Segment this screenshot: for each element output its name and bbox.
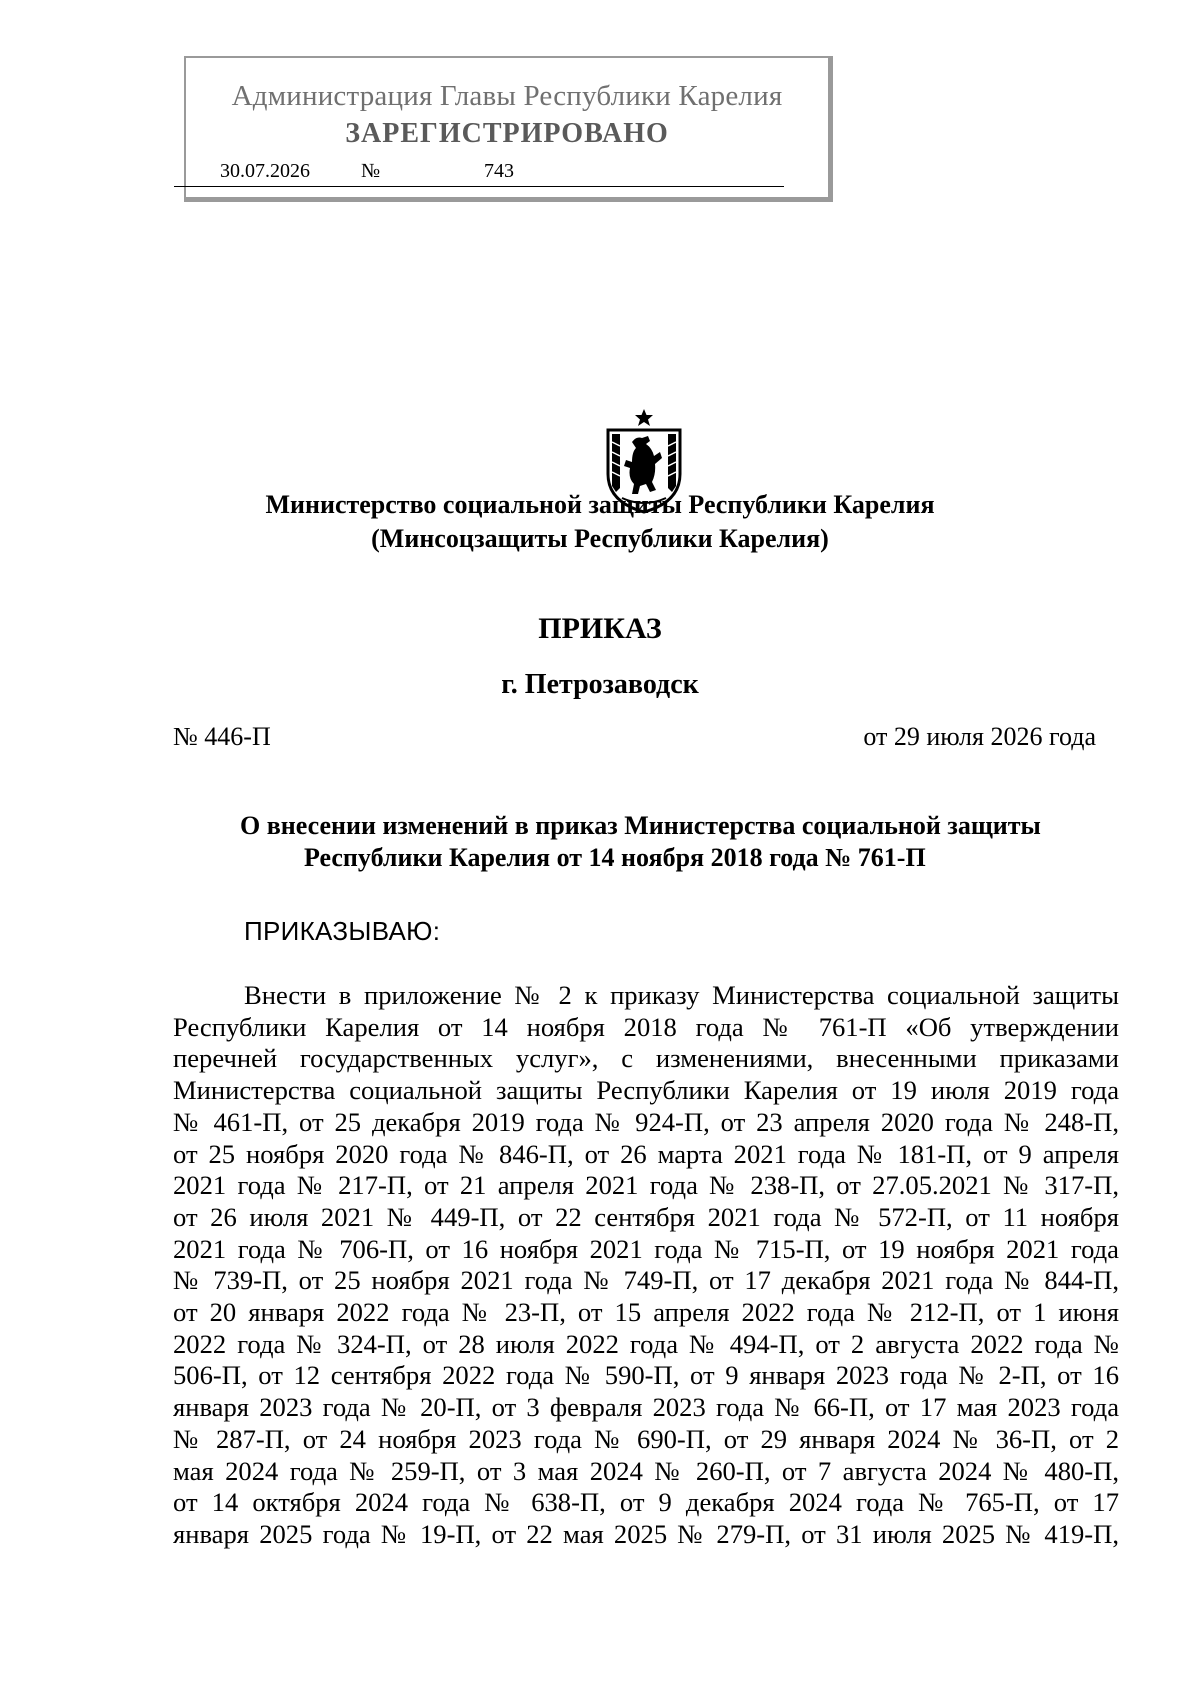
body-line: перечней государственных услуг», с изменениями, внесенными приказами [173, 1043, 1119, 1074]
body-line: мая 2024 года № 259-П, от 3 мая 2024 № 260-П, от 7 августа 2024 № 480-П, [173, 1455, 1119, 1486]
ministry-short-name: (Минсоцзащиты Республики Карелия) [371, 524, 829, 553]
stamp-number: 743 [484, 160, 514, 182]
subject-line-1: О внесении изменений в приказ Министерства социальной защиты [240, 811, 1041, 840]
body-line: 2021 года № 217-П, от 21 апреля 2021 года № 238-П, от 27.05.2021 № 317-П, [173, 1170, 1119, 1201]
body-line: января 2025 года № 19-П, от 22 мая 2025 № 279-П, от 31 июля 2025 № 419-П, [173, 1518, 1119, 1549]
body-line: 2022 года № 324-П, от 28 июля 2022 года № 494-П, от 2 августа 2022 года № [173, 1328, 1119, 1359]
stamp-organization: Администрация Главы Республики Карелия [231, 80, 783, 112]
order-body [173, 980, 1119, 1551]
body-line: января 2023 года № 20-П, от 3 февраля 2023 года № 66-П, от 17 мая 2023 года [173, 1392, 1119, 1423]
body-line: от 25 ноября 2020 года № 846-П, от 26 марта 2021 года № 181-П, от 9 апреля [173, 1138, 1119, 1169]
body-line: 2021 года № 706-П, от 16 ноября 2021 года № 715-П, от 19 ноября 2021 года [173, 1233, 1119, 1264]
stamp-date: 30.07.2026 [220, 160, 310, 182]
body-line: Республики Карелия от 14 ноября 2018 года № 761-П «Об утверждении [173, 1011, 1119, 1042]
stamp-number-sign: № [361, 160, 381, 182]
stamp-status: ЗАРЕГИСТРИРОВАНО [345, 118, 669, 149]
ministry-name: Министерство социальной защиты Республики Карелия [265, 490, 935, 519]
document-type: ПРИКАЗ [538, 612, 662, 645]
body-line: от 20 января 2022 года № 23-П, от 15 апреля 2022 года № 212-П, от 1 июня [173, 1297, 1119, 1328]
body-line: № 461-П, от 25 декабря 2019 года № 924-П, от 23 апреля 2020 года № 248-П, [173, 1106, 1119, 1137]
body-line: от 14 октября 2024 года № 638-П, от 9 декабря 2024 года № 765-П, от 17 [173, 1487, 1119, 1518]
document-city: г. Петрозаводск [501, 669, 699, 700]
body-line: от 26 июля 2021 № 449-П, от 22 сентября 2021 года № 572-П, от 11 ноября [173, 1201, 1119, 1232]
stamp-underline [174, 186, 784, 187]
registration-stamp [184, 56, 833, 202]
order-directive: ПРИКАЗЫВАЮ: [244, 916, 441, 946]
body-line: № 287-П, от 24 ноября 2023 года № 690-П, от 29 января 2024 № 36-П, от 2 [173, 1423, 1119, 1454]
body-line: № 739-П, от 25 ноября 2021 года № 749-П, от 17 декабря 2021 года № 844-П, [173, 1265, 1119, 1296]
body-line: Внести в приложение № 2 к приказу Министерства социальной защиты [244, 980, 1119, 1010]
subject-line-2: Республики Карелия от 14 ноября 2018 года № 761-П [304, 843, 926, 872]
body-line: 506-П, от 12 сентября 2022 года № 590-П, от 9 января 2023 года № 2-П, от 16 [173, 1360, 1119, 1391]
order-date: от 29 июля 2026 года [863, 722, 1096, 751]
order-subject [240, 810, 1120, 874]
order-number: № 446-П [173, 722, 271, 751]
body-line: Министерства социальной защиты Республики Карелия от 19 июля 2019 года [173, 1075, 1119, 1106]
